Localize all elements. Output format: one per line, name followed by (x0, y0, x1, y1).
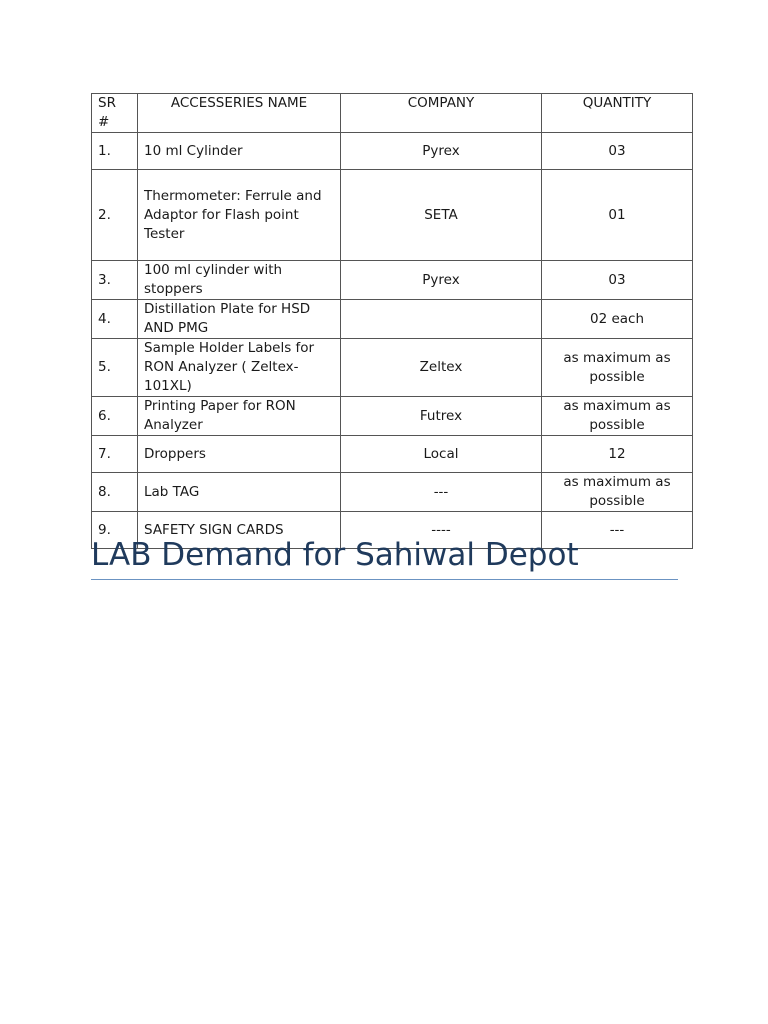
cell-quantity: --- (542, 512, 693, 549)
table-row (92, 300, 693, 339)
header-sr: SR # (92, 94, 138, 133)
table-row (92, 170, 693, 261)
table-row (92, 436, 693, 473)
cell-sr: 5. (92, 339, 138, 397)
cell-quantity: 03 (542, 133, 693, 170)
header-quantity: QUANTITY (542, 94, 693, 133)
cell-accessory-name: 10 ml Cylinder (138, 133, 341, 170)
cell-sr: 2. (92, 170, 138, 261)
cell-quantity: as maximum as possible (542, 397, 693, 436)
cell-quantity: 01 (542, 170, 693, 261)
cell-sr: 8. (92, 473, 138, 512)
header-accessories-name: ACCESSERIES NAME (138, 94, 341, 133)
table-row (92, 261, 693, 300)
cell-company: Pyrex (341, 133, 542, 170)
cell-accessory-name: Distillation Plate for HSD AND PMG (138, 300, 341, 339)
cell-accessory-name: Thermometer: Ferrule and Adaptor for Flash point Tester (138, 170, 341, 261)
cell-sr: 4. (92, 300, 138, 339)
header-company: COMPANY (341, 94, 542, 133)
cell-quantity: 12 (542, 436, 693, 473)
cell-sr: 1. (92, 133, 138, 170)
cell-quantity: as maximum as possible (542, 339, 693, 397)
cell-accessory-name: 100 ml cylinder with stoppers (138, 261, 341, 300)
cell-quantity: 02 each (542, 300, 693, 339)
cell-accessory-name: SAFETY SIGN CARDS (138, 512, 341, 549)
cell-accessory-name: Sample Holder Labels for RON Analyzer ( Zeltex-101XL) (138, 339, 341, 397)
cell-company (341, 300, 542, 339)
cell-sr: 9. (92, 512, 138, 549)
cell-quantity: 03 (542, 261, 693, 300)
cell-sr: 6. (92, 397, 138, 436)
table-row (92, 339, 693, 397)
cell-company: Pyrex (341, 261, 542, 300)
cell-company: ---- (341, 512, 542, 549)
cell-accessory-name: Droppers (138, 436, 341, 473)
cell-company: Futrex (341, 397, 542, 436)
cell-company: --- (341, 473, 542, 512)
table-row (92, 473, 693, 512)
cell-sr: 3. (92, 261, 138, 300)
cell-accessory-name: Printing Paper for RON Analyzer (138, 397, 341, 436)
accessories-table (91, 93, 693, 549)
cell-company: SETA (341, 170, 542, 261)
cell-sr: 7. (92, 436, 138, 473)
cell-company: Local (341, 436, 542, 473)
table-row (92, 133, 693, 170)
table-row (92, 397, 693, 436)
cell-accessory-name: Lab TAG (138, 473, 341, 512)
table-header-row (92, 94, 693, 133)
cell-company: Zeltex (341, 339, 542, 397)
page-title: LAB Demand for Sahiwal Depot (91, 534, 678, 580)
cell-quantity: as maximum as possible (542, 473, 693, 512)
